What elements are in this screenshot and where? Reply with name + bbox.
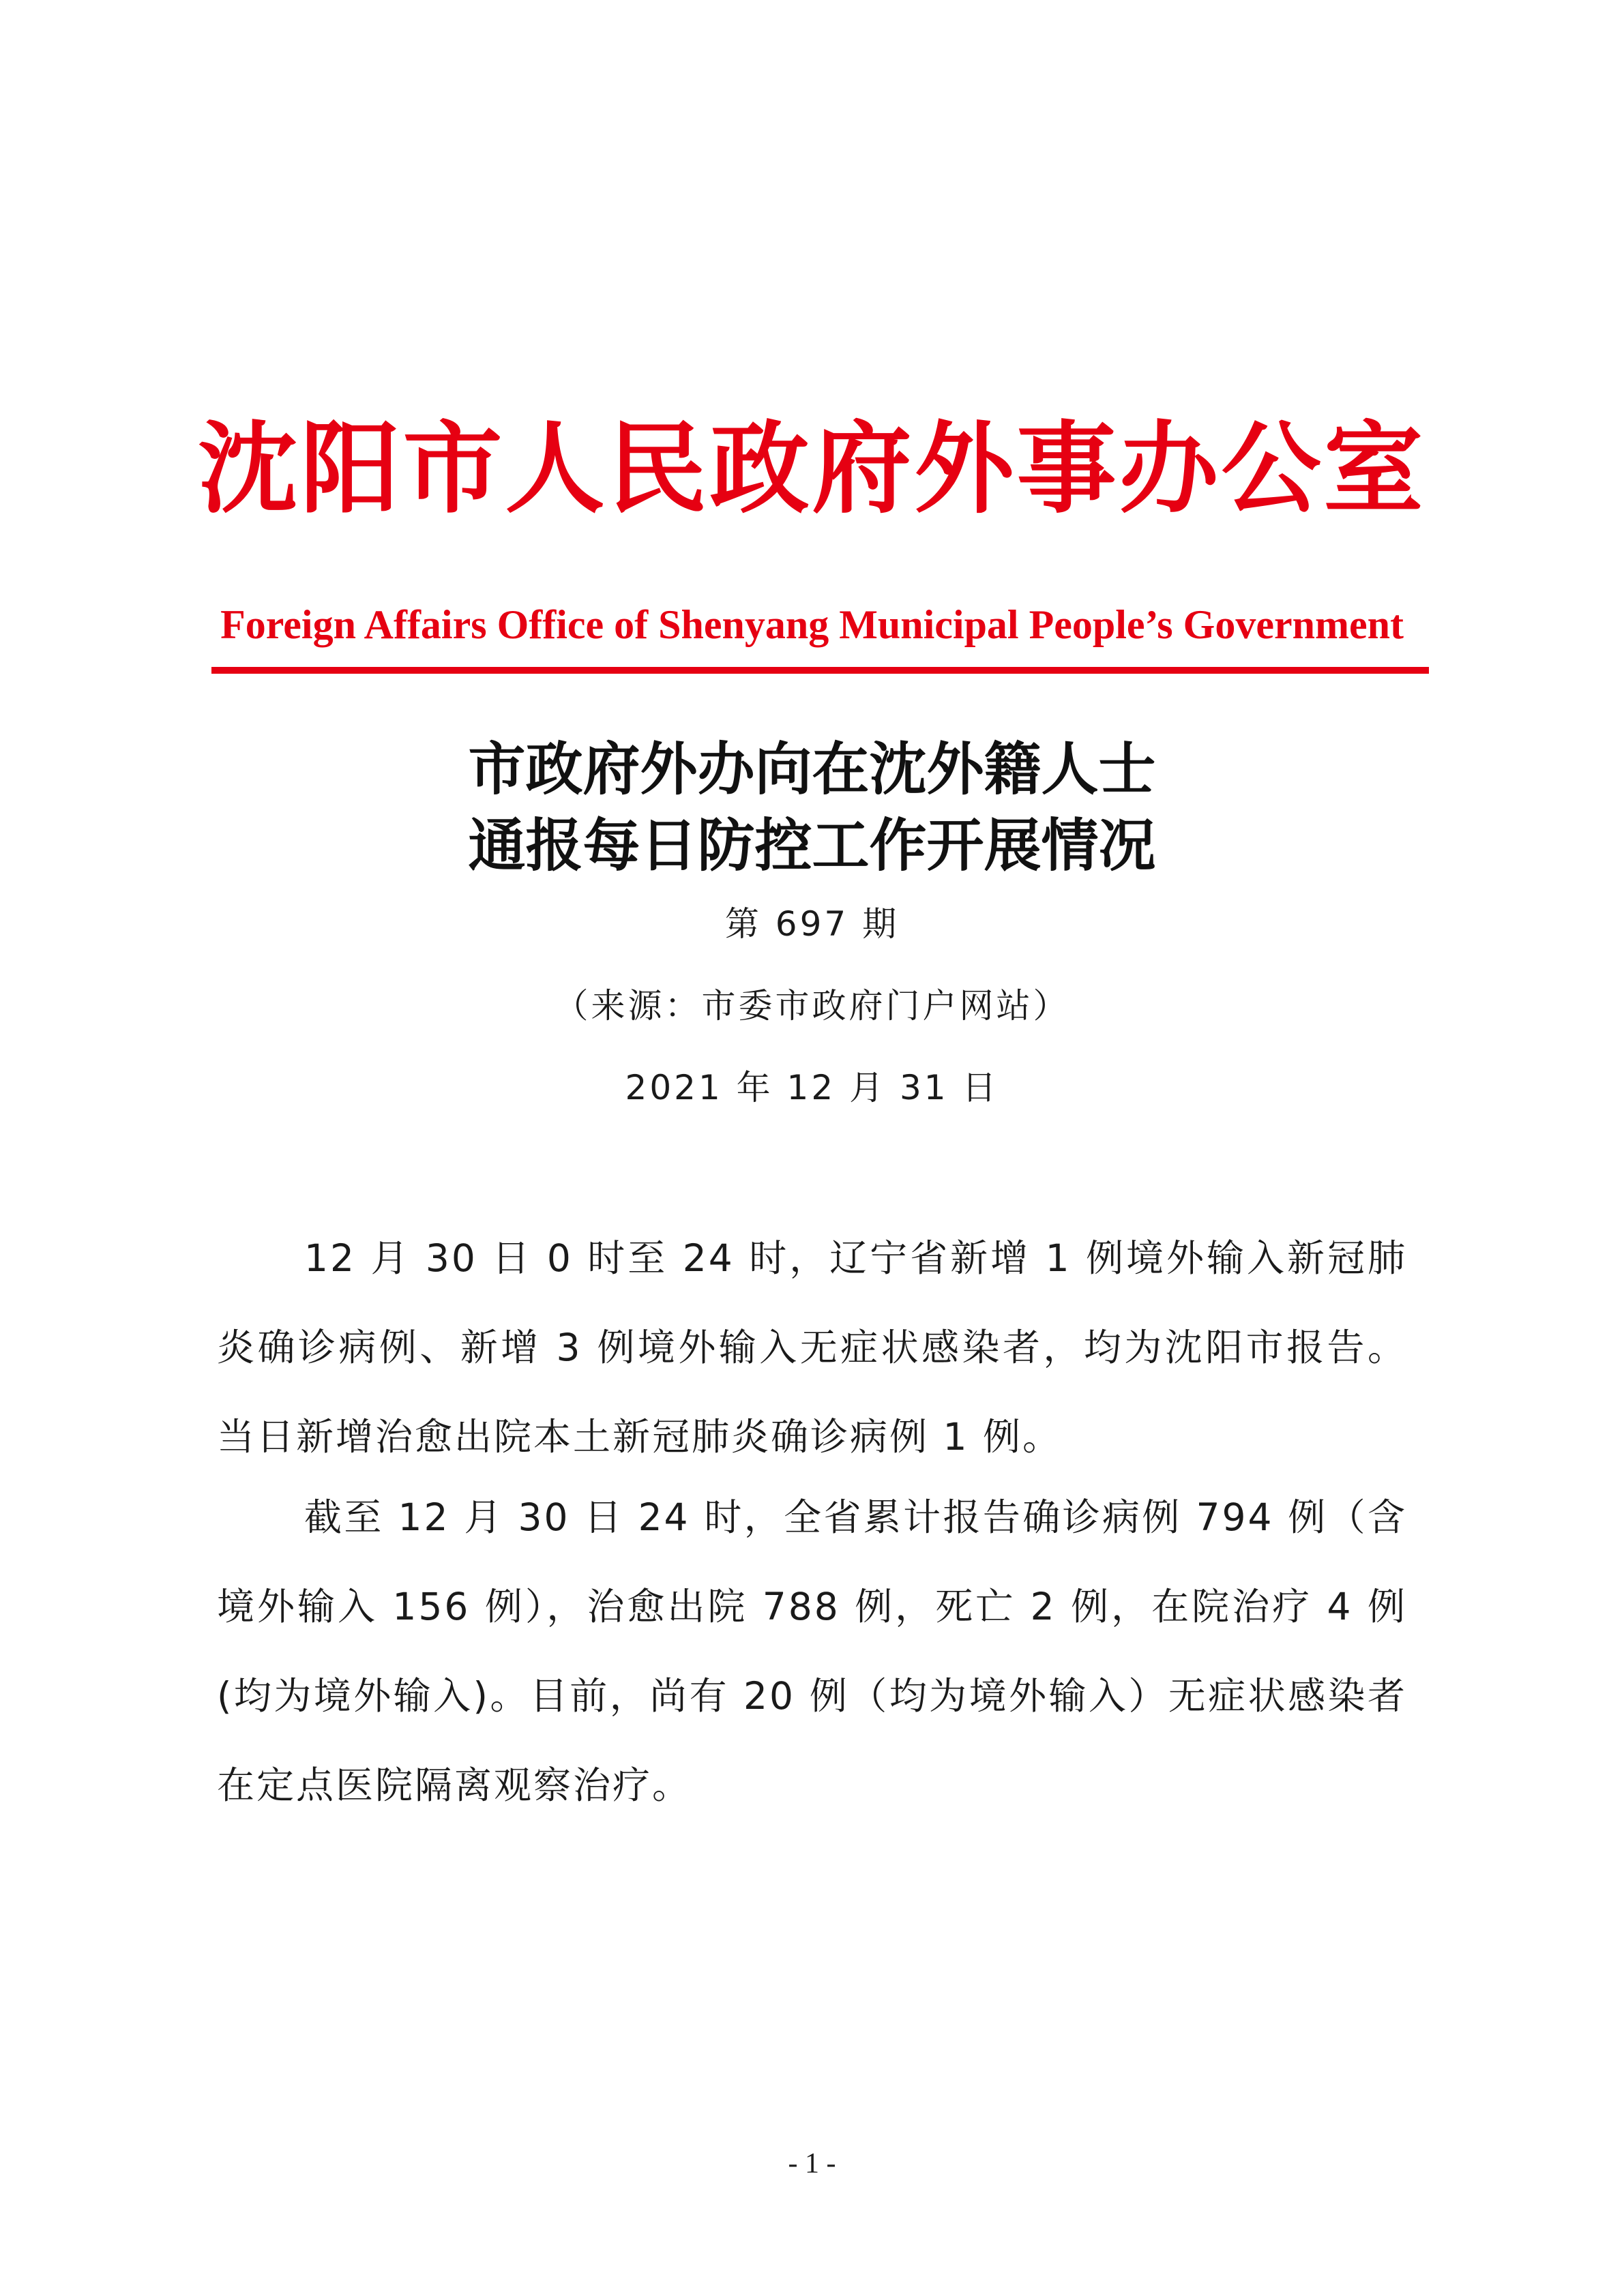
org-name-english: Foreign Affairs Office of Shenyang Municipal People’s Government bbox=[220, 602, 1404, 647]
publish-date: 2021 年 12 月 31 日 bbox=[625, 1068, 999, 1107]
red-divider-line bbox=[211, 667, 1429, 674]
document-title-line-1: 市政府外办向在沈外籍人士 bbox=[468, 735, 1156, 803]
body-paragraph-1: 12 月 30 日 0 时至 24 时，辽宁省新增 1 例境外输入新冠肺炎确诊病例、新增 3 例境外输入无症状感染者，均为沈阳市报告。当日新增治愈出院本土新冠肺炎确诊病例 1 例。 bbox=[217, 1236, 1407, 1459]
document-title-line-2: 通报每日防控工作开展情况 bbox=[468, 811, 1156, 879]
issue-number: 第 697 期 bbox=[724, 904, 900, 944]
source-note: （来源：市委市政府门户网站） bbox=[554, 986, 1070, 1026]
page-number: - 1 - bbox=[788, 2148, 836, 2179]
body-paragraph-2: 截至 12 月 30 日 24 时，全省累计报告确诊病例 794 例（含境外输入 156 例），治愈出院 788 例，死亡 2 例，在院治疗 4 例(均为境外输入)。目前，尚有 20 例（均为境外输入）无症状感染者在定点医院隔离观察治疗。 bbox=[217, 1495, 1407, 1807]
org-name: 沈阳市人民政府外事办公室 bbox=[198, 411, 1426, 527]
